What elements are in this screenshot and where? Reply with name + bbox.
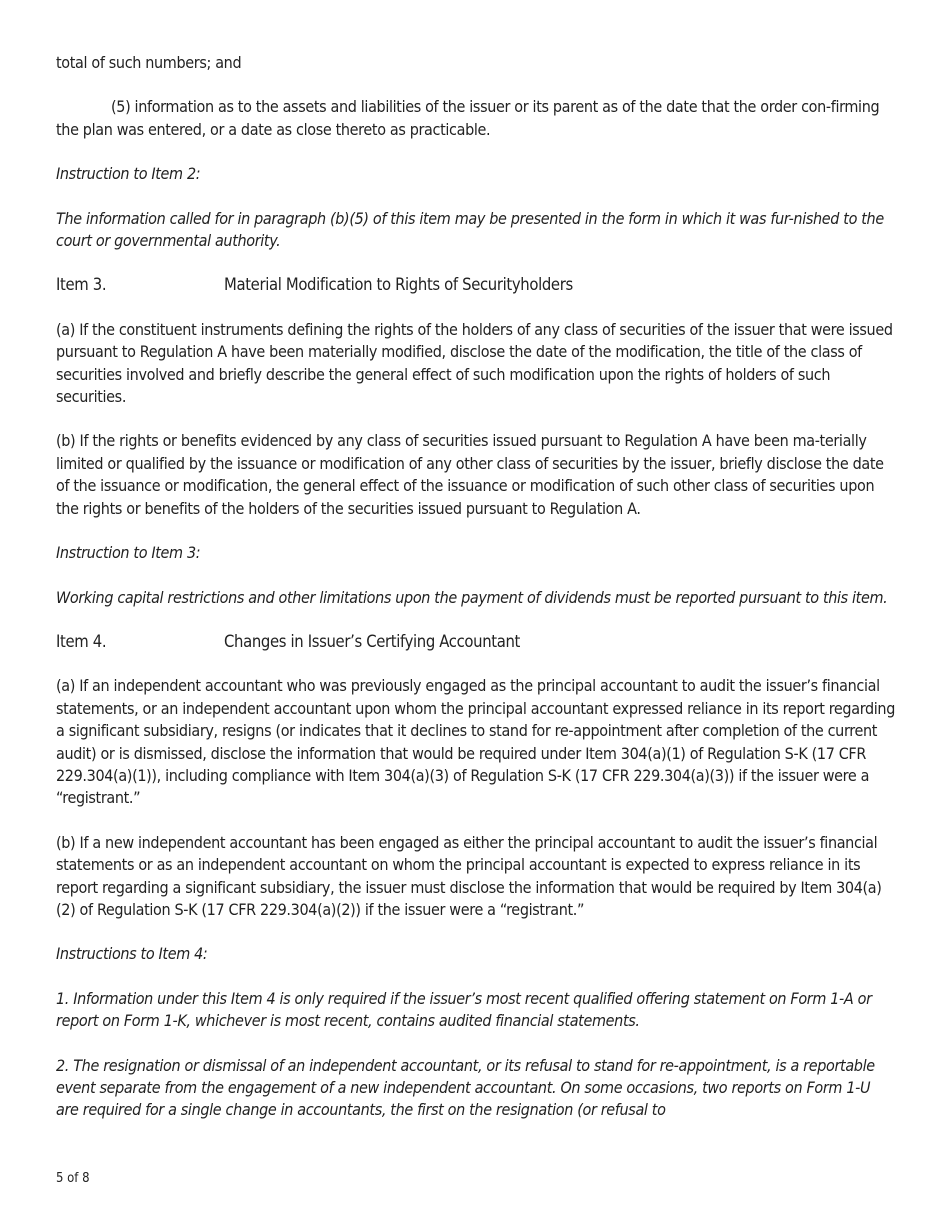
item3-heading	[56, 274, 896, 296]
instruction-item3-text: Working capital restrictions and other limitations upon the payment of dividends must be reported pursuant to this item.	[56, 587, 888, 607]
item3-paragraph-a: (a) If the constituent instruments defining the rights of the holders of any class of securities of the issuer that were issued pursuant to Regulation A have been materially modified, disclose the date of the modification, the title of the class of securities involved and briefly describe the general effect of such modification upon the rights of holders of such securities.	[56, 319, 893, 407]
instruction-item4-2: 2. The resignation or dismissal of an independent accountant, or its refusal to stand for re-appointment, is a reportable event separate from the engagement of a new independent accountant. On some occasions, two reports on Form 1-U are required for a single change in accountants, the first on the resignation (or refusal to	[56, 1055, 875, 1120]
item2-paragraph-b5: (5) information as to the assets and liabilities of the issuer or its parent as of the date that the order con-firming the plan was entered, or a date as close thereto as practicable.	[56, 97, 880, 139]
item4-paragraph-a: (a) If an independent accountant who was previously engaged as the principal accountant to audit the issuer’s financial statements, or an independent accountant upon whom the principal accountant expressed reliance in its report regarding a significant subsidiary, resigns (or indicates that it declines to stand for re-appointment after completion of the current audit) or is dismissed, disclose the information that would be required under Item 304(a)(1) of Regulation S-K (17 CFR 229.304(a)(1)), including compliance with Item 304(a)(3) of Regulation S-K (17 CFR 229.304(a)(3)) if the issuer were a “registrant.”	[56, 676, 895, 808]
item3-paragraph-b: (b) If the rights or benefits evidenced by any class of securities issued pursuant to Regulation A have been ma-terially limited or qualified by the issuance or modification of any other class of securities by the issuer, briefly disclose the date of the issuance or modification, the general effect of the issuance or modification of such other class of securities upon the rights or benefits of the holders of the securities issued pursuant to Regulation A.	[56, 431, 884, 518]
item3-title: Material Modification to Rights of Securityholders	[224, 275, 573, 295]
instruction-item3-heading: Instruction to Item 3:	[56, 543, 201, 563]
item4-title: Changes in Issuer’s Certifying Accountant	[224, 631, 521, 651]
page-number: 5 of 8	[56, 1171, 90, 1186]
document-page	[56, 52, 896, 1144]
item3-number: Item 3.	[56, 275, 107, 295]
item4-paragraph-b: (b) If a new independent accountant has been engaged as either the principal accountant to audit the issuer’s financial statements or as an independent accountant on whom the principal accountant is expected to express reliance in its report regarding a significant subsidiary, the issuer must disclose the information that would be required by Item 304(a)(2) of Regulation S-K (17 CFR 229.304(a)(2)) if the issuer were a “registrant.”	[56, 832, 882, 919]
instruction-item2-heading: Instruction to Item 2:	[56, 164, 201, 184]
continuation-text: total of such numbers; and	[56, 53, 242, 72]
instruction-item2-text: The information called for in paragraph (b)(5) of this item may be presented in the form in which it was fur-nished to the court or governmental authority.	[56, 208, 884, 251]
item4-heading	[56, 631, 896, 653]
item4-number: Item 4.	[56, 631, 107, 651]
instruction-item4-1: 1. Information under this Item 4 is only required if the issuer’s most recent qualified offering statement on Form 1-A or report on Form 1-K, whichever is most recent, contains audited financial statements.	[56, 988, 872, 1031]
instructions-item4-heading: Instructions to Item 4:	[56, 944, 208, 964]
